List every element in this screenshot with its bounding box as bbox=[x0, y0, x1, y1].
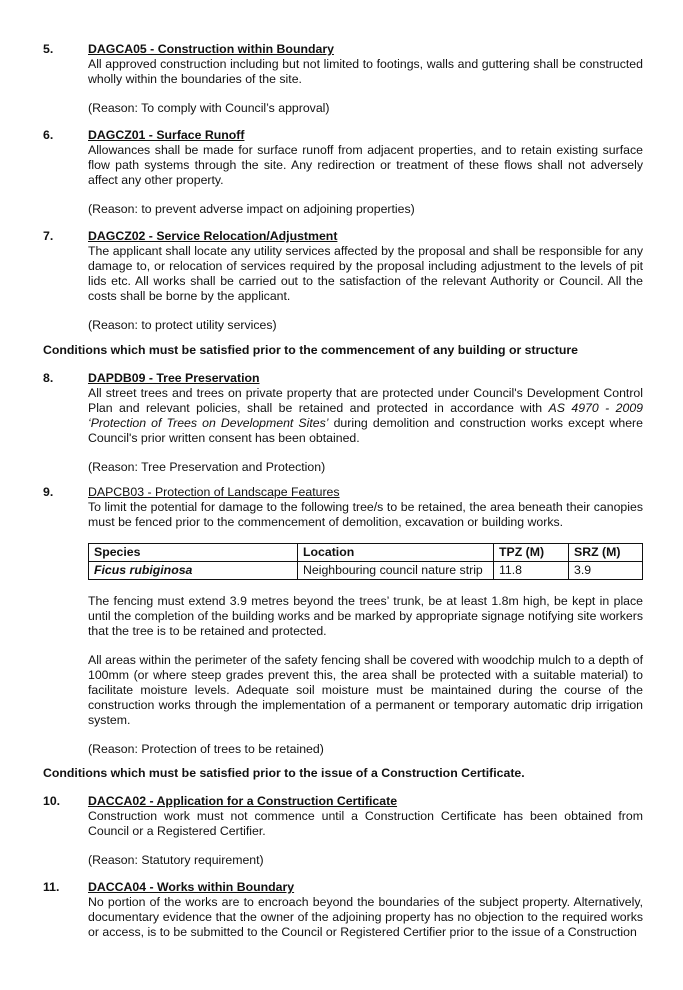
table-row bbox=[89, 562, 643, 580]
standard-reference: AS 4970 - 2009 ‘Protection of Trees on Development Sites’ bbox=[88, 401, 643, 430]
condition-text: No portion of the works are to encroach beyond the boundaries of the subject property. Alternatively, documentary evidence that the owner of the adjoining property has no objection to the required works or access, is to be submitted to the Council or Registered Certifier prior to the issue of a Construction bbox=[88, 895, 643, 939]
condition-6 bbox=[43, 128, 643, 217]
condition-9 bbox=[43, 485, 643, 757]
condition-title: DAGCZ01 - Surface Runoff bbox=[88, 128, 245, 142]
condition-reason: (Reason: Protection of trees to be retained) bbox=[88, 742, 324, 756]
table-cell: 3.9 bbox=[569, 562, 643, 580]
table-header: TPZ (M) bbox=[494, 544, 569, 562]
condition-10 bbox=[43, 794, 643, 868]
table-cell: 11.8 bbox=[494, 562, 569, 580]
condition-number: 11. bbox=[43, 880, 60, 894]
condition-title: DAPCB03 - Protection of Landscape Features bbox=[88, 485, 340, 499]
condition-8 bbox=[43, 371, 643, 475]
table-header-row bbox=[89, 544, 643, 562]
condition-reason: (Reason: Statutory requirement) bbox=[88, 853, 264, 867]
condition-number: 8. bbox=[43, 371, 54, 385]
condition-text: Allowances shall be made for surface runoff from adjacent properties, and to retain existing surface flow path systems through the site. Any redirection or treatment of these flows shall not adversely affect any other property. bbox=[88, 143, 643, 187]
condition-text-part: All street trees and trees on private property that are protected under Council's Development Control Plan and relevant policies, shall be retained and protected in accordance with bbox=[88, 386, 643, 415]
condition-11 bbox=[43, 880, 643, 940]
condition-number: 6. bbox=[43, 128, 54, 142]
condition-text: To limit the potential for damage to the following tree/s to be retained, the area beneath their canopies must be fenced prior to the commencement of demolition, excavation or building works. bbox=[88, 500, 643, 529]
condition-reason: (Reason: to protect utility services) bbox=[88, 318, 277, 332]
table-header: Species bbox=[89, 544, 298, 562]
condition-title: DAPDB09 - Tree Preservation bbox=[88, 371, 260, 385]
condition-text: All approved construction including but not limited to footings, walls and guttering shall be constructed wholly within the boundaries of the site. bbox=[88, 57, 643, 86]
condition-reason: (Reason: to prevent adverse impact on adjoining properties) bbox=[88, 202, 415, 216]
table-cell: Ficus rubiginosa bbox=[89, 562, 298, 580]
table-header: Location bbox=[298, 544, 494, 562]
section-heading-prior-cc: Conditions which must be satisfied prior to the issue of a Construction Certificate. bbox=[43, 766, 525, 780]
condition-number: 5. bbox=[43, 42, 54, 56]
tree-table bbox=[88, 543, 643, 580]
condition-text-part: during demolition and construction works except where Council's prior written consent has been obtained. bbox=[88, 416, 643, 445]
condition-number: 7. bbox=[43, 229, 54, 243]
condition-text: Construction work must not commence until a Construction Certificate has been obtained from Council or a Registered Certifier. bbox=[88, 809, 643, 838]
condition-number: 10. bbox=[43, 794, 61, 808]
condition-title: DACCA04 - Works within Boundary bbox=[88, 880, 295, 894]
condition-text bbox=[88, 386, 643, 446]
condition-5 bbox=[43, 42, 643, 116]
condition-text: The applicant shall locate any utility services affected by the proposal and shall be responsible for any damage to, or relocation of services required by the proposal including adjustment to the levels of pit lids etc. All works shall be carried out to the satisfaction of the relevant Authority or Council. All the costs shall be borne by the applicant. bbox=[88, 244, 643, 303]
condition-text: The fencing must extend 3.9 metres beyond the trees’ trunk, be at least 1.8m high, be kept in place until the completion of the building works and be marked by appropriate signage notifying site workers that the tree is to be retained and protected. bbox=[88, 594, 643, 638]
condition-title: DACCA02 - Application for a Construction Certificate bbox=[88, 794, 398, 808]
condition-7 bbox=[43, 229, 643, 333]
condition-reason: (Reason: To comply with Council’s approval) bbox=[88, 101, 330, 115]
table-cell: Neighbouring council nature strip bbox=[298, 562, 494, 580]
condition-text: All areas within the perimeter of the safety fencing shall be covered with woodchip mulch to a depth of 100mm (or where steep grades prevent this, the area shall be protected with a suitable material) to facilitate moisture levels. Adequate soil moisture must be maintained during the course of the construction works through the implementation of a permanent or temporary automatic drip irrigation system. bbox=[88, 653, 643, 727]
condition-number: 9. bbox=[43, 485, 54, 499]
table-header: SRZ (M) bbox=[569, 544, 643, 562]
section-heading-prior-commencement: Conditions which must be satisfied prior to the commencement of any building or structure bbox=[43, 343, 578, 357]
condition-reason: (Reason: Tree Preservation and Protection) bbox=[88, 460, 326, 474]
condition-title: DAGCA05 - Construction within Boundary bbox=[88, 42, 334, 56]
condition-title: DAGCZ02 - Service Relocation/Adjustment bbox=[88, 229, 338, 243]
